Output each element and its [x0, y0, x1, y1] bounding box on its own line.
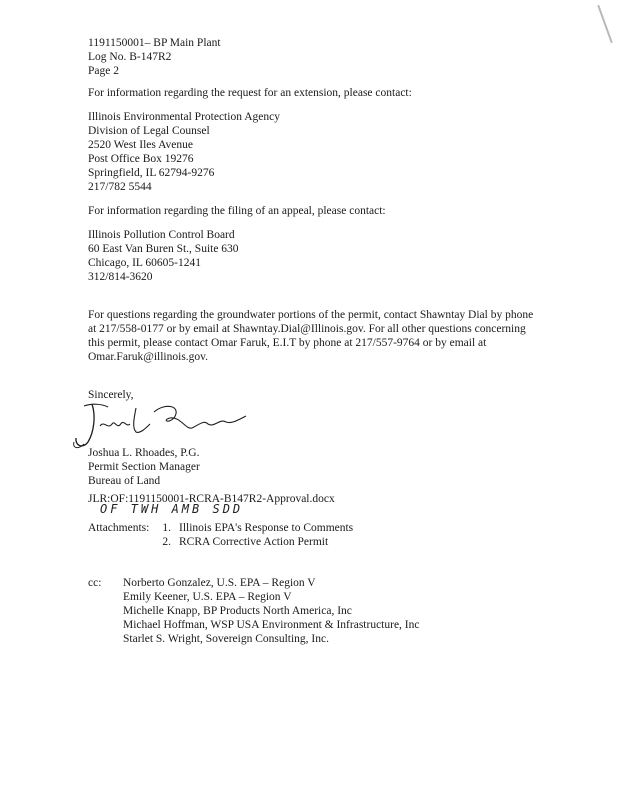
paragraph-line: For questions regarding the groundwater portions of the permit, contact Shawntay Dial by phone — [88, 309, 534, 321]
signatory-name: Joshua L. Rhoades, P.G. — [88, 447, 200, 459]
address-line: Chicago, IL 60605-1241 — [88, 257, 201, 269]
cc-recipient: Starlet S. Wright, Sovereign Consulting, Inc. — [123, 633, 329, 645]
page-number: Page 2 — [88, 65, 119, 77]
attachment-title: Illinois EPA's Response to Comments — [179, 522, 354, 534]
cc-recipient: Emily Keener, U.S. EPA – Region V — [123, 591, 292, 603]
address-line: 2520 West Iles Avenue — [88, 139, 194, 151]
address-line: Illinois Pollution Control Board — [88, 229, 235, 241]
address-line: Springfield, IL 62794-9276 — [88, 167, 215, 179]
paragraph-line: this permit, please contact Omar Faruk, E.I.T by phone at 217/557-9764 or by email at — [88, 337, 487, 349]
signatory-title: Permit Section Manager — [88, 461, 200, 473]
attachment-title: RCRA Corrective Action Permit — [179, 536, 329, 548]
address-line: Post Office Box 19276 — [88, 153, 194, 165]
signatory-bureau: Bureau of Land — [88, 475, 161, 487]
cc-recipient: Michelle Knapp, BP Products North America, Inc — [123, 605, 352, 617]
paragraph-line: at 217/558-0177 or by email at Shawntay.Dial@Illinois.gov. For all other questions concerning — [88, 323, 526, 335]
cc-recipient: Norberto Gonzalez, U.S. EPA – Region V — [123, 577, 316, 589]
address-line: Division of Legal Counsel — [88, 125, 210, 137]
questions-paragraph — [88, 308, 533, 364]
attachments-label: Attachments: — [88, 522, 150, 534]
file-reference: JLR:OF:1191150001-RCRA-B147R2-Approval.docx — [88, 493, 335, 505]
paragraph-line: Omar.Faruk@illinois.gov. — [88, 351, 209, 363]
address-line: 60 East Van Buren St., Suite 630 — [88, 243, 239, 255]
cc-recipient: Michael Hoffman, WSP USA Environment & Infrastructure, Inc — [123, 619, 420, 631]
address-line: Illinois Environmental Protection Agency — [88, 111, 280, 123]
cc-recipients — [123, 576, 420, 646]
attachment-number: 2. — [162, 536, 171, 548]
cc-label: cc: — [88, 577, 102, 589]
iepa-address — [88, 110, 280, 194]
attachment-number: 1. — [162, 522, 171, 534]
pcb-address — [88, 228, 239, 284]
appeal-intro: For information regarding the filing of an appeal, please contact: — [88, 205, 386, 217]
address-line: 217/782 5544 — [88, 181, 152, 193]
signatory-block — [88, 446, 200, 488]
facility-id: 1191150001– BP Main Plant — [88, 37, 221, 49]
log-number: Log No. B-147R2 — [88, 51, 172, 63]
handwritten-initials: OF TWH AMB SDD — [100, 502, 244, 516]
address-line: 312/814-3620 — [88, 271, 153, 283]
extension-intro: For information regarding the request for an extension, please contact: — [88, 87, 412, 99]
letter-header — [88, 36, 221, 78]
scan-edge-mark — [597, 5, 613, 43]
salutation: Sincerely, — [88, 389, 134, 401]
